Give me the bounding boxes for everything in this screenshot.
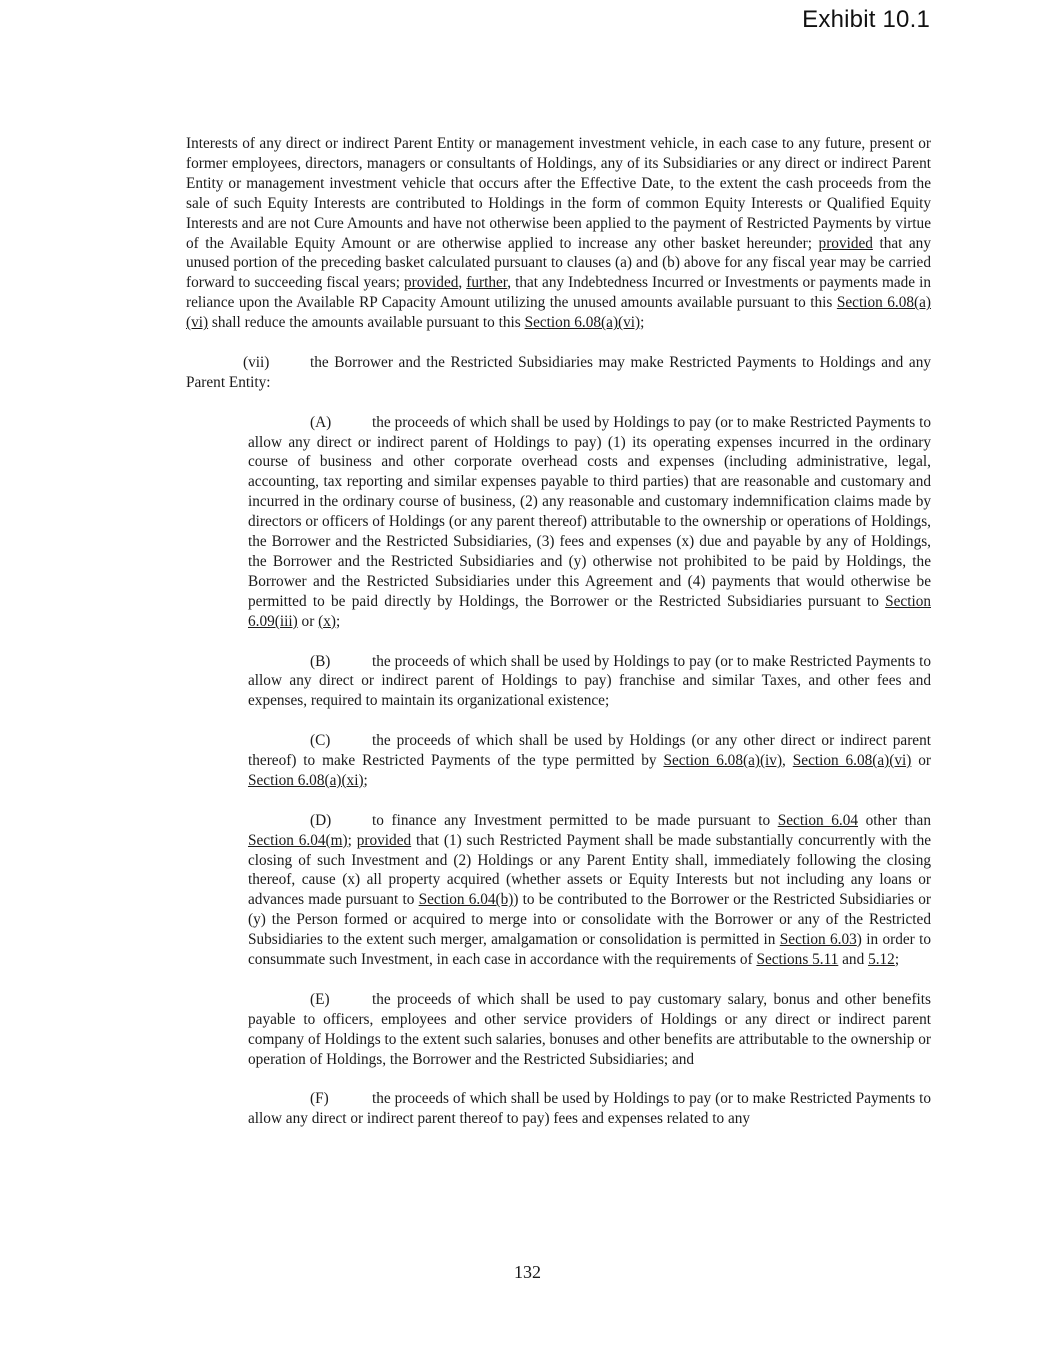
- clause-F: (F) the proceeds of which shall be used by Holdings to pay (or to make Restricted Payments to allow any direct or indirect parent thereof to pay) fees and expenses related to any: [248, 1090, 931, 1128]
- section-reference: Section 6.08(a)(xi): [248, 771, 364, 789]
- clause-label: (B): [310, 652, 331, 670]
- clause-label: (D): [310, 811, 332, 829]
- section-reference: Section 6.08(a)(vi): [186, 294, 931, 332]
- section-reference: (x): [318, 612, 336, 630]
- clause-label: (C): [310, 732, 331, 750]
- clause-E: (E) the proceeds of which shall be used to pay customary salary, bonus and other benefits payable to officers, employees and other service providers of Holdings or any direct or indirect parent company of Holdings to the extent such salaries, bonuses and other benefits are attributable to the ownership or operation of Holdings, the Borrower and the Restricted Subsidiaries; and: [248, 990, 931, 1068]
- further-term: further: [466, 274, 508, 292]
- clause-B: (B) the proceeds of which shall be used by Holdings to pay (or to make Restricted Payments to allow any direct or indirect parent of Holdings to pay) franchise and similar Taxes, and other fees and expenses, required to maintain its organizational existence;: [248, 652, 931, 710]
- section-reference: Section 6.08(a)(vi): [792, 752, 912, 770]
- provided-term: provided: [356, 831, 412, 849]
- provided-term: provided: [818, 234, 873, 252]
- section-reference: Section 6.04(m): [248, 831, 348, 849]
- page-number: 132: [514, 1262, 541, 1282]
- clause-label: (F): [310, 1090, 329, 1108]
- paragraph-continuation: Interests of any direct or indirect Parent Entity or management investment vehicle, in each case to any future, present or former employees, directors, managers or consultants of Holdings, any of its Subsidiaries or any direct or indirect Parent Entity or management investment vehicle that occurs after the Effective Date, to the extent the cash proceeds from the sale of such Equity Interests are contributed to Holdings in the form of common Equity Interests or Qualified Equity Interests and are not Cure Amounts and have not otherwise been applied to the payment of Restricted Payments by virtue of the Available Equity Amount or are otherwise applied to increase any other basket hereunder; provided that any unused portion of the preceding basket calculated pursuant to clauses (a) and (b) above for any fiscal year may be carried forward to succeeding fiscal years; provided, further, that any Indebtedness Incurred or Investments or payments made in reliance upon the Available RP Capacity Amount utilizing the unused amounts available pursuant to this Section 6.08(a)(vi) shall reduce the amounts available pursuant to this Section 6.08(a)(vi);: [186, 135, 931, 332]
- clause-D: (D) to finance any Investment permitted to be made pursuant to Section 6.04 other than Section 6.04(m); provided that (1) such Restricted Payment shall be made substantially concurrently with the closing of such Investment and (2) Holdings or any Parent Entity shall, immediately following the closing thereof, cause (x) all property acquired (whether assets or Equity Interests but not including any loans or advances made pursuant to Section 6.04(b)) to be contributed to the Borrower or the Restricted Subsidiaries or (y) the Person formed or acquired to merge into or consolidate with the Borrower or any of the Restricted Subsidiaries to the extent such merger, amalgamation or consolidation is permitted in Section 6.03) in order to consummate such Investment, in each case in accordance with the requirements of Sections 5.11 and 5.12;: [248, 811, 932, 969]
- exhibit-label: Exhibit 10.1: [802, 6, 930, 33]
- clause-label: (E): [310, 990, 330, 1008]
- section-reference: Section 6.08(a)(vi): [524, 314, 641, 332]
- section-reference: Section 6.09(iii): [248, 592, 931, 630]
- provided-term: provided: [404, 274, 459, 292]
- section-reference: Section 6.04: [777, 811, 858, 829]
- document-body: [186, 134, 931, 1149]
- clause-label: (A): [310, 413, 332, 431]
- section-reference: Section 6.04(b): [418, 891, 514, 909]
- clause-A: (A) the proceeds of which shall be used by Holdings to pay (or to make Restricted Payments to allow any direct or indirect parent of Holdings to pay) (1) its operating expenses incurred in the ordinary course of business and other corporate overhead costs and expenses (including administrative, legal, accounting, tax reporting and similar expenses payable to third parties) that are reasonable and customary and incurred in the ordinary course of business, (2) any reasonable and customary indemnification claims made by directors or officers of Holdings (or any parent thereof) attributable to the ownership or operations of Holdings, the Borrower and the Restricted Subsidiaries, (3) fees and expenses (x) due and payable by any of Holdings, the Borrower and the Restricted Subsidiaries and (y) otherwise not prohibited to be paid by Holdings, the Borrower and the Restricted Subsidiaries under this Agreement and (4) payments that would otherwise be permitted to be paid directly by Holdings, the Borrower or the Restricted Subsidiaries pursuant to Section 6.09(iii) or (x);: [248, 413, 931, 630]
- section-reference: Sections 5.11: [756, 951, 839, 969]
- section-reference: 5.12: [868, 951, 895, 969]
- section-reference: Section 6.03: [779, 931, 857, 949]
- clause-C: (C) the proceeds of which shall be used by Holdings (or any other direct or indirect parent thereof) to make Restricted Payments of the type permitted by Section 6.08(a)(iv), Section 6.08(a)(vi) or Section 6.08(a)(xi);: [248, 732, 931, 789]
- clause-label: (vii): [243, 353, 270, 371]
- clause-vii: (vii) the Borrower and the Restricted Subsidiaries may make Restricted Payments to Holdings and any Parent Entity:: [186, 353, 931, 391]
- section-reference: Section 6.08(a)(iv): [663, 752, 783, 770]
